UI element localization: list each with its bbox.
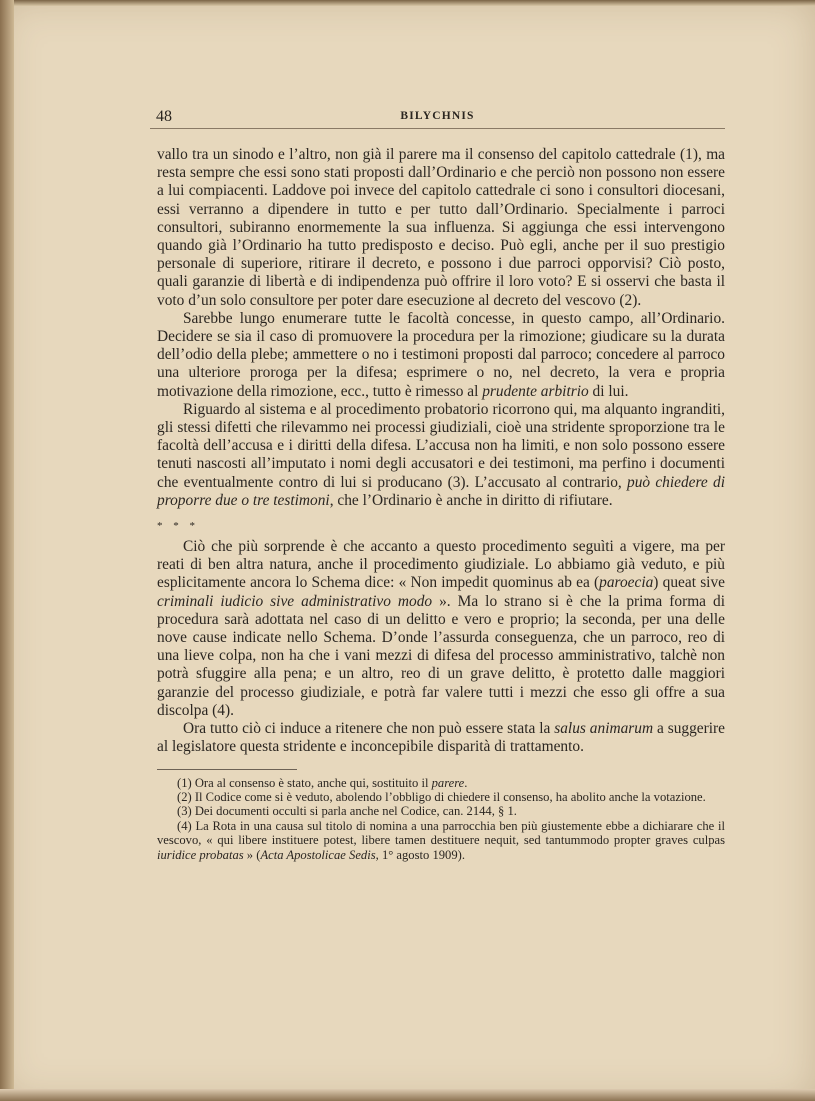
footnote-text: » ( (243, 847, 261, 862)
paragraph-text: Riguardo al sistema e al procedimento probatorio ricorrono qui, ma alquanto ingranditi, gli stessi difetti che rilevammo nei processi giudiziali, cioè una stridente sproporzione tra le facoltà dell’accusa e i diritti della difesa. L’accusa non ha limiti, e non solo possono essere tenuti nascosti all’imputato i nomi degli accusatori e dei testimoni, ma perfino i documenti che eventualmente contro di lui si producano (3). L’accusato al contrario, (157, 400, 725, 491)
paragraph-5 (157, 720, 725, 756)
page-header (150, 106, 725, 129)
footnote-rule (157, 769, 297, 770)
footnote-italic: Acta Apostolicae Sedis (260, 847, 376, 862)
footnote-1 (157, 776, 725, 790)
footnote-italic: parere (431, 775, 465, 790)
paragraph-1 (157, 146, 725, 310)
paragraph-text: Ora tutto ciò ci induce a ritenere che non può essere stata la (183, 720, 555, 738)
paragraph-text: , che l’Ordinario è anche in diritto di rifiutare. (329, 491, 613, 509)
body-text (157, 146, 725, 862)
footnote-4 (157, 819, 725, 862)
paragraph-text: vallo tra un sinodo e l’altro, non già il parere ma il consenso del capitolo cattedrale (1), ma resta sempre che essi sono stati proposti dall’Ordinario e che perciò non possono non essere a lui compiacenti. Laddove poi invece del capitolo cattedrale ci sono i consultori diocesani, essi verranno a dipendere in tutto e per tutto dall’Ordinario. Specialmente i parroci consultori, subiranno enormemente la sua influenza. Si aggiunga che essi intervengono quando già l’Ordinario ha tutto predisposto e deciso. Può egli, anche per il suo prestigio personale di superiore, ritirare il decreto, e possono i due parroci opporvisi? Ciò posto, quali garanzie di libertà e di indipendenza può offrire il loro voto? E si osservi che basta il voto d’un solo consultore per poter dare esecuzione al decreto del vescovo (2). (157, 146, 725, 309)
footnotes (157, 776, 725, 862)
paragraph-italic: criminali iudicio sive administrativo modo (157, 592, 433, 610)
footnote-text: (4) La Rota in una causa sul titolo di nomina a una parrocchia ben più giustemente ebbe a dichiarare che il vescovo, « qui libere instituere potest, libere tamen destituere nequit, sed tantummodo propter graves culpas (157, 818, 725, 848)
page-top-edge (0, 0, 815, 6)
paragraph-text: ) queat sive (653, 574, 725, 592)
page-bottom-edge (0, 1089, 815, 1101)
paragraph-italic: prudente arbitrio (482, 382, 589, 400)
footnote-3 (157, 804, 725, 818)
page-number: 48 (156, 108, 172, 125)
footnote-italic: iuridice probatas (157, 847, 244, 862)
footnote-text: (2) Il Codice come si è veduto, abolendo l’obbligo di chiedere il consenso, ha abolito anche la votazione. (177, 789, 706, 804)
paragraph-3 (157, 401, 725, 510)
footnote-text: (3) Dei documenti occulti si parla anche nel Codice, can. 2144, § 1. (177, 804, 517, 819)
footnote-text: . (464, 775, 468, 790)
footnote-2 (157, 790, 725, 804)
footnote-text: (1) Ora al consenso è stato, anche qui, sostituito il (177, 775, 432, 790)
paragraph-2 (157, 310, 725, 401)
paragraph-text: a suggerire al legislatore questa stridente e inconcepibile disparità di trattamento. (157, 720, 725, 756)
footnote-text: , 1° agosto 1909). (375, 847, 465, 862)
paragraph-4 (157, 538, 725, 720)
paragraph-text: di lui. (588, 382, 629, 400)
page-binding-edge (0, 0, 14, 1101)
paragraph-italic: salus animarum (554, 720, 654, 738)
paragraph-text: Sarebbe lungo enumerare tutte le facoltà concesse, in questo campo, all’Ordinario. Decidere se sia il caso di promuovere la procedura per la rimozione; giudicare su la durata dell’odio della plebe; ammettere o no i testimoni proposti dal parroco; concedere al parroco una ulteriore proroga per la difesa; esprimere o no, nel decreto, la vera e propria motivazione della rimozione, ecc., tutto è rimesso al (157, 309, 725, 400)
paragraph-text: Ciò che più sorprende è che accanto a questo procedimento seguìti a vigere, ma per reati di ben altra natura, anche il procedimento giudiziale. Lo abbiamo già veduto, e più esplicitamente ancora lo Schema dice: « Non impedit quominus ab ea ( (157, 538, 725, 592)
paragraph-italic: può chiedere di proporre due o tre testimoni (157, 473, 725, 509)
paragraph-text: ». Ma lo strano si è che la prima forma di procedura sarà adottata nel caso di un delitto e vero e proprio; la seconda, per una delle nove cause indicate nello Schema. D’onde l’assurda conseguenza, che un parroco, reo di una lieve colpa, non ha che i vani mezzi di difesa del processo amministrativo, talchè non potrà sfuggire alla pena; e un altro, reo di un grave delitto, è protetto dalle maggiori garanzie del processo giudiziale, e potrà far valere tutti i mezzi che esso gli offre a sua discolpa (4). (157, 592, 725, 719)
section-separator: * * * (157, 520, 199, 533)
running-title: BILYCHNIS (400, 110, 475, 122)
paragraph-italic: paroecia (599, 574, 654, 592)
